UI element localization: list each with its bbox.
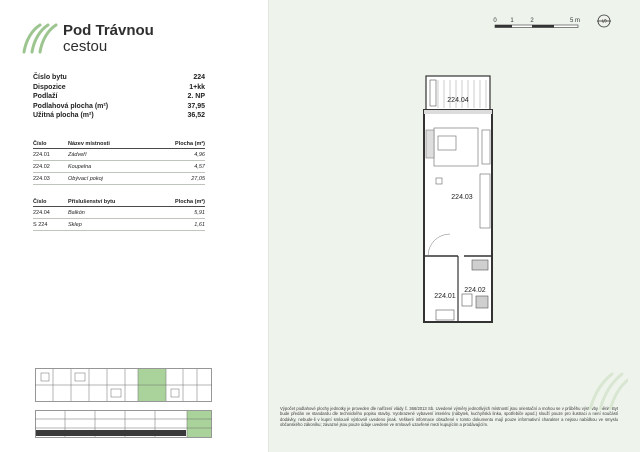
brand-name [63, 23, 154, 55]
brand-line-1: Pod Trávnou [63, 22, 154, 39]
decorative-leaf-icon [588, 370, 628, 410]
apartment-specs [33, 73, 205, 121]
scale-tick-0: 0 [493, 18, 497, 24]
cell-name: Zádveří [68, 152, 87, 158]
compass-icon [596, 13, 612, 29]
spec-row [33, 92, 205, 102]
scale-tick-2: 2 [530, 18, 534, 24]
cell-area: 4,57 [194, 164, 205, 170]
table-row [33, 173, 205, 185]
spec-value: 37,95 [187, 102, 205, 110]
table-header [33, 197, 205, 207]
spec-row [33, 102, 205, 112]
room-label-balcony: 224.04 [447, 97, 469, 104]
spec-value: 1+kk [189, 83, 205, 91]
scale-tick-5: 5 m [569, 18, 581, 24]
cell-area: 27,05 [191, 176, 205, 182]
cell-number: 224.01 [33, 152, 50, 158]
table-row [33, 219, 205, 231]
brand-line-2: cestou [63, 38, 108, 55]
table-header [33, 139, 205, 149]
table-row [33, 161, 205, 173]
entrance-door [436, 310, 454, 320]
scale-bar [492, 15, 582, 35]
cell-number: 224.04 [33, 210, 50, 216]
cell-name: Balkón [68, 210, 85, 216]
room-label-living: 224.03 [451, 194, 473, 201]
cell-number: S 224 [33, 222, 48, 228]
accessories-table [33, 197, 205, 231]
spec-row [33, 83, 205, 93]
header-number: Číslo [33, 199, 47, 205]
cell-number: 224.03 [33, 176, 50, 182]
info-panel [0, 0, 268, 452]
compass-label: S [602, 18, 609, 24]
balcony-area [426, 76, 490, 110]
spec-label: Dispozice [33, 83, 66, 91]
cell-area: 5,91 [194, 210, 205, 216]
brand-logo-icon [22, 22, 58, 54]
header-number: Číslo [33, 141, 47, 147]
cell-number: 224.02 [33, 164, 50, 170]
header-name: Název místnosti [68, 141, 110, 147]
scale-tick-1: 1 [510, 18, 514, 24]
floor-plan [416, 74, 500, 324]
spec-value: 36,52 [187, 112, 205, 119]
room-label-bath: 224.02 [464, 287, 486, 294]
cell-area: 1,61 [194, 222, 205, 228]
header-area: Plocha (m²) [175, 141, 205, 147]
spec-label: Podlaží [33, 93, 58, 100]
spec-label: Podlahová plocha (m²) [33, 102, 109, 110]
floor-overview-thumbnail [35, 368, 212, 402]
spec-value: 224 [193, 74, 205, 81]
spec-label: Číslo bytu [33, 74, 67, 81]
spec-label: Užitná plocha (m²) [33, 112, 94, 119]
spec-row [33, 111, 205, 121]
cell-area: 4,96 [194, 152, 205, 158]
cell-name: Koupelna [68, 164, 92, 170]
header-name: Příslušenství bytu [68, 199, 116, 205]
legal-disclaimer: Výpočet podlahové plochy jednotky je proveden dle nařízení vlády č. 366/2013 Sb. Uvedené výměry jednotlivých místností jsou orientační a mohou se v průběhu výstavby měnit. Byt bude předán ve standardu dle technického popisu stavby. Vyobrazené vybavení interiéru (nábytek, kuchyňská linka, spotřebiče apod.) slouží pouze pro ilustraci a není součástí dodávky, nebude-li v kupní smlouvě výslovně uvedeno jinak. Veškeré informace obsažené v tomto dokumentu mají pouze informativní charakter a nejsou nabídkou ve smyslu občanského zákoníku; závazné jsou pouze údaje uvedené ve smlouvě uzavřené mezi kupujícím a prodávajícím. [280, 406, 618, 428]
table-row [33, 207, 205, 219]
washing-machine [472, 260, 488, 270]
shower [476, 296, 488, 308]
cell-name: Sklep [68, 222, 82, 228]
header-area: Plocha (m²) [175, 199, 205, 205]
table-row [33, 149, 205, 161]
spec-row [33, 73, 205, 83]
cell-name: Obývací pokoj [68, 176, 103, 182]
rooms-table [33, 139, 205, 185]
room-label-hall: 224.01 [434, 293, 456, 300]
spec-value: 2. NP [187, 93, 205, 100]
building-section-thumbnail [35, 410, 212, 438]
